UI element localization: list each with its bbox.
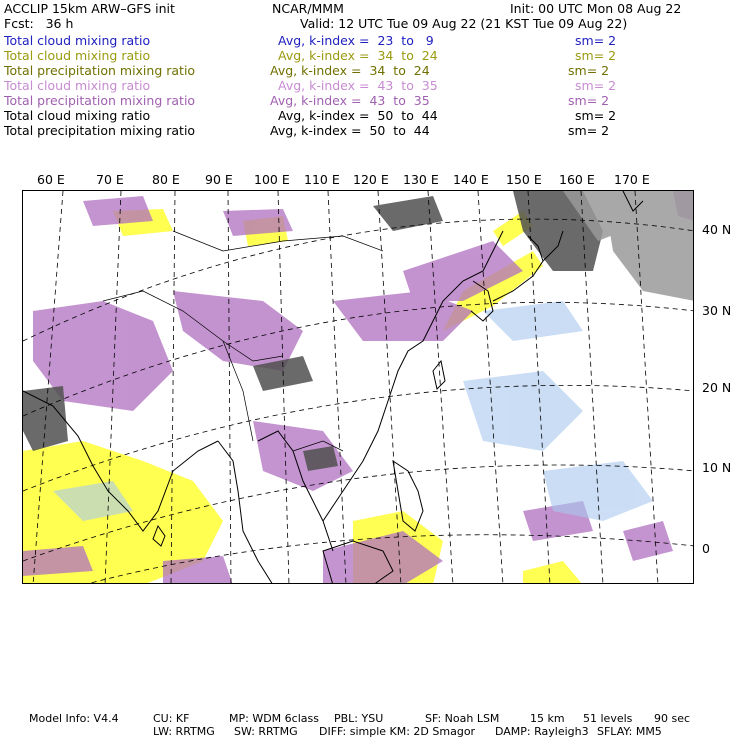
field-stat: Avg, k-index = 50 to 44 (270, 123, 430, 138)
sf-scheme: SF: Noah LSM (425, 712, 500, 725)
levels: 51 levels (583, 712, 633, 725)
model-version: Model Info: V4.4 (29, 712, 119, 725)
field-name: Total precipitation mixing ratio (4, 123, 196, 138)
forecast-hour: Fcst: 36 h (4, 16, 74, 31)
lon-label: 60 E (37, 172, 65, 187)
field-sm: sm= 2 (568, 63, 610, 78)
lw-scheme: LW: RRTMG (153, 725, 215, 738)
field-sm: sm= 2 (575, 33, 617, 48)
lat-label: 0 (702, 541, 710, 556)
field-name: Total cloud mixing ratio (4, 33, 151, 48)
lon-label: 70 E (96, 172, 124, 187)
field-name: Total precipitation mixing ratio (4, 93, 196, 108)
timestep: 90 sec (654, 712, 691, 725)
field-name: Total cloud mixing ratio (4, 48, 151, 63)
sflay-scheme: SFLAY: MM5 (597, 725, 662, 738)
center-label: NCAR/MMM (272, 1, 344, 16)
resolution: 15 km (530, 712, 565, 725)
lon-label: 100 E (254, 172, 290, 187)
field-stat: Avg, k-index = 34 to 24 (270, 63, 430, 78)
damp-scheme: DAMP: Rayleigh3 (495, 725, 589, 738)
field-name: Total cloud mixing ratio (4, 78, 151, 93)
lat-label: 10 N (702, 460, 732, 475)
field-sm: sm= 2 (575, 78, 617, 93)
lon-label: 120 E (353, 172, 389, 187)
mp-scheme: MP: WDM 6class (229, 712, 319, 725)
map-panel (22, 190, 694, 584)
field-name: Total precipitation mixing ratio (4, 63, 196, 78)
lon-label: 140 E (453, 172, 489, 187)
lon-label: 160 E (559, 172, 595, 187)
field-stat: Avg, k-index = 34 to 24 (278, 48, 438, 63)
lat-label: 20 N (702, 380, 732, 395)
lat-label: 30 N (702, 303, 732, 318)
cu-scheme: CU: KF (153, 712, 190, 725)
field-name: Total cloud mixing ratio (4, 108, 151, 123)
lon-label: 130 E (403, 172, 439, 187)
lon-label: 150 E (506, 172, 542, 187)
plot-title: ACCLIP 15km ARW–GFS init (4, 1, 175, 16)
pbl-scheme: PBL: YSU (334, 712, 384, 725)
lat-label: 40 N (702, 222, 732, 237)
lon-label: 90 E (205, 172, 233, 187)
field-sm: sm= 2 (568, 93, 610, 108)
lon-label: 80 E (152, 172, 180, 187)
init-time: Init: 00 UTC Mon 08 Aug 22 (510, 1, 682, 16)
diff-scheme: DIFF: simple KM: 2D Smagor (319, 725, 476, 738)
lon-label: 110 E (304, 172, 340, 187)
field-sm: sm= 2 (568, 123, 610, 138)
field-stat: Avg, k-index = 23 to 9 (278, 33, 434, 48)
sw-scheme: SW: RRTMG (234, 725, 298, 738)
field-sm: sm= 2 (575, 108, 617, 123)
field-stat: Avg, k-index = 43 to 35 (278, 78, 438, 93)
field-sm: sm= 2 (575, 48, 617, 63)
valid-time: Valid: 12 UTC Tue 09 Aug 22 (21 KST Tue 09 Aug 22) (300, 16, 628, 31)
field-stat: Avg, k-index = 50 to 44 (278, 108, 438, 123)
map-canvas (23, 191, 694, 584)
field-stat: Avg, k-index = 43 to 35 (270, 93, 430, 108)
lon-label: 170 E (614, 172, 650, 187)
